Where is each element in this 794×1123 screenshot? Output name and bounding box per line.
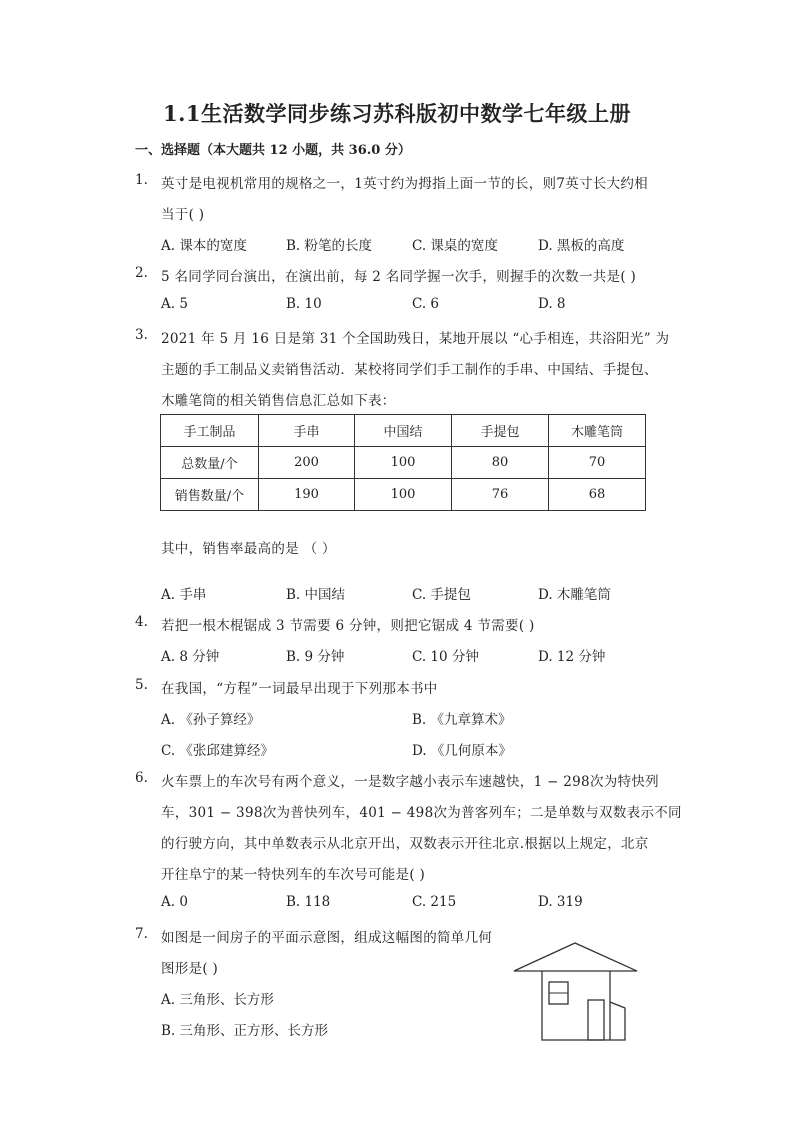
sales-table [160,414,646,511]
house-side-annex [610,1002,625,1040]
option-d: D. 12 分钟 [538,649,606,665]
question-text: 2021 年 5 月 16 日是第 31 个全国助残日，某地开展以 “心手相连，共浴阳光” 为 [161,331,670,347]
option-c: C. 课桌的宽度 [412,238,498,254]
option-c: C. 10 分钟 [412,649,479,665]
option-d: D. 319 [538,894,583,910]
option-d: D. 《几何原本》 [412,743,512,759]
option-c: C. 6 [412,296,440,312]
question-text: 若把一根木棍锯成 3 节需要 6 分钟，则把它锯成 4 节需要( ) [161,618,535,634]
house-door [588,1000,604,1040]
option-a: A. 8 分钟 [161,649,220,665]
table-row [161,479,646,511]
question-text: 如图是一间房子的平面示意图，组成这幅图的简单几何 [161,930,493,946]
table-cell: 100 [355,447,452,479]
table-cell: 100 [355,479,452,511]
question-text: 火车票上的车次号有两个意义，一是数字越小表示车速越快，1 − 298次为特快列 [161,774,659,790]
option-c: C. 215 [412,894,457,910]
option-b: B. 中国结 [286,587,346,603]
table-cell: 70 [549,447,646,479]
option-b: B. 粉笔的长度 [286,238,373,254]
question-number: 6. [135,770,148,786]
question-text: 其中，销售率最高的是 （ ） [161,541,336,557]
option-b: B. 《九章算术》 [412,712,512,728]
option-b: B. 10 [286,296,322,312]
question-number: 1. [135,172,148,188]
option-b: B. 9 分钟 [286,649,345,665]
question-number: 3. [135,327,148,343]
table-cell: 总数量/个 [161,447,259,479]
table-header-cell: 手提包 [452,415,549,447]
question-text: 英寸是电视机常用的规格之一，1英寸约为拇指上面一节的长，则7英寸长大约相 [161,176,648,192]
question-text: 主题的手工制品义卖销售活动．某校将同学们手工制作的手串、中国结、手提包、 [161,362,658,378]
question-text: 在我国，“方程”一词最早出现于下列那本书中 [161,681,438,697]
option-c: C. 《张邱建算经》 [161,743,274,759]
question-number: 4. [135,614,148,630]
table-row [161,447,646,479]
question-text: 木雕笔筒的相关销售信息汇总如下表： [161,393,396,409]
question-text: 车，301 − 398次为普快列车，401 − 498次为普客列车；二是单数与双数表示不同 [161,805,682,821]
table-header-cell: 手串 [259,415,355,447]
table-cell: 68 [549,479,646,511]
section-heading: 一、选择题（本大题共 12 小题，共 36.0 分） [135,143,411,158]
option-a: A. 课本的宽度 [161,238,247,254]
table-cell: 销售数量/个 [161,479,259,511]
table-header-cell: 中国结 [355,415,452,447]
table-cell: 76 [452,479,549,511]
option-d: D. 黑板的高度 [538,238,625,254]
question-text: 5 名同学同台演出，在演出前，每 2 名同学握一次手，则握手的次数一共是( ) [161,269,637,285]
table-header-cell: 手工制品 [161,415,259,447]
house-roof [514,943,637,971]
option-a: A. 三角形、长方形 [161,992,274,1008]
table-header-cell: 木雕笔筒 [549,415,646,447]
option-b: B. 118 [286,894,331,910]
option-b: B. 三角形、正方形、长方形 [161,1023,329,1039]
option-a: A. 《孙子算经》 [161,712,261,728]
question-text: 图形是( ) [161,961,219,977]
option-a: A. 手串 [161,587,207,603]
table-cell: 190 [259,479,355,511]
option-c: C. 手提包 [412,587,471,603]
option-d: D. 8 [538,296,566,312]
table-header-row [161,415,646,447]
table-cell: 200 [259,447,355,479]
house-figure [512,940,640,1044]
option-d: D. 木雕笔筒 [538,587,611,603]
question-text: 开往阜宁的某一特快列车的车次号可能是( ) [161,867,426,883]
house-body [542,971,610,1040]
option-a: A. 5 [161,296,188,312]
question-text: 当于( ) [161,207,205,223]
option-a: A. 0 [161,894,188,910]
table-cell: 80 [452,447,549,479]
question-number: 5. [135,677,148,693]
question-text: 的行驶方向，其中单数表示从北京开出，双数表示开往北京.根据以上规定，北京 [161,836,649,852]
page-title: 1.1生活数学同步练习苏科版初中数学七年级上册 [162,101,632,126]
question-number: 7. [135,926,148,942]
question-number: 2. [135,265,148,281]
